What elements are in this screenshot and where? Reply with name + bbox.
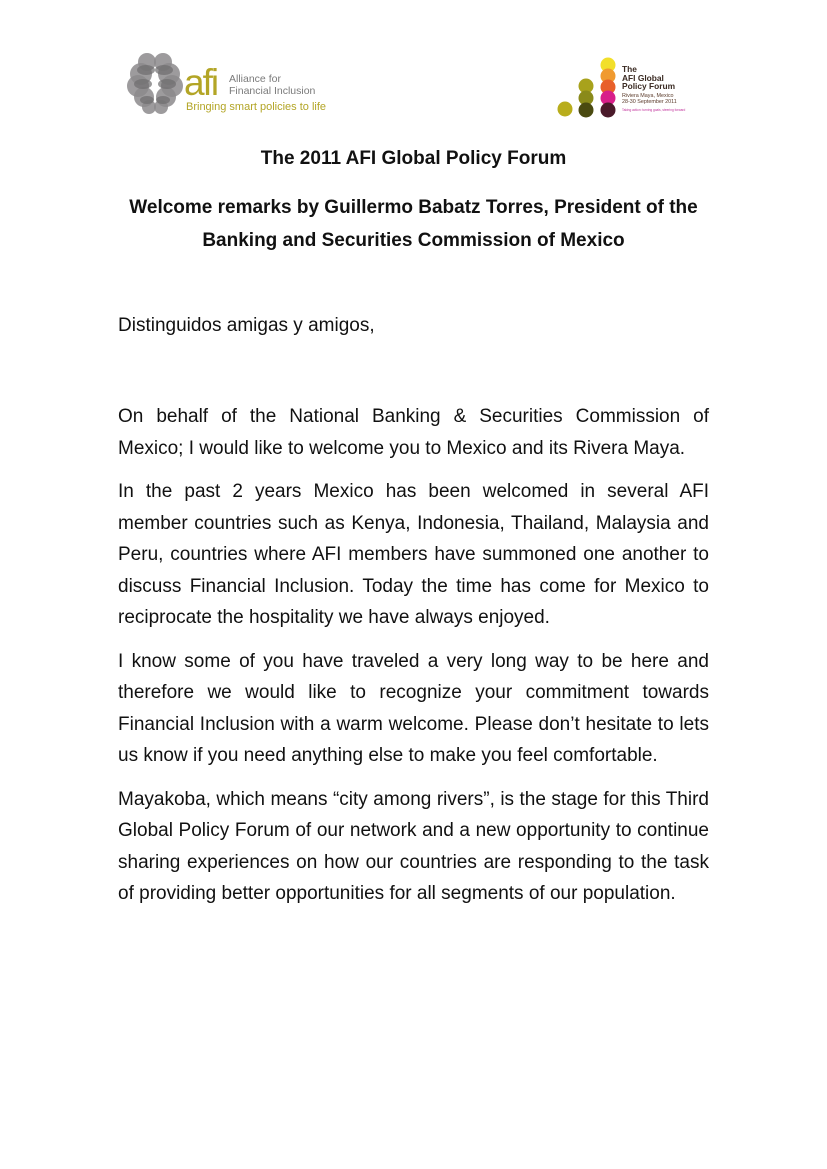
document-title: The 2011 AFI Global Policy Forum xyxy=(260,148,567,169)
forum-title-line-2: AFI Global xyxy=(622,72,664,83)
paragraph: In the past 2 years Mexico has been welcomed in several AFI member countries such as Kenya, Indonesia, Thailand, Malaysia and Peru, countries where AFI members have summoned one another to discuss Financial Inclusion. Today the time has come for Mexico to reciprocate the hospitality we have always enjoyed. xyxy=(118,481,709,628)
afi-name xyxy=(229,74,315,97)
document-subtitle: Welcome remarks by Guillermo Babatz Torres, President of the Banking and Securities Commission of Mexico xyxy=(129,197,698,251)
forum-title-line-3: Policy Forum xyxy=(622,81,676,92)
afi-wordmark: afi xyxy=(184,62,218,103)
afi-name-line-1: Alliance for xyxy=(229,73,281,85)
forum-tagline: Taking action: turning goals, steering forward xyxy=(622,107,686,112)
forum-logo xyxy=(556,56,696,120)
paragraph: Mayakoba, which means “city among rivers”, is the stage for this Third Global Policy Forum of our network and a new opportunity to continue sharing experiences on how our countries are responding to the task of providing better opportunities for all segments of our population. xyxy=(118,788,709,904)
forum-dots-icon xyxy=(556,56,620,120)
paragraph: I know some of you have traveled a very long way to be here and therefore we would like to recognize your commitment towards Financial Inclusion with a warm welcome. Please don’t hesitate to lets us know if you need anything else to make you feel comfortable. xyxy=(118,650,709,766)
afi-logo xyxy=(126,50,326,116)
afi-tagline: Bringing smart policies to life xyxy=(186,101,327,113)
forum-location xyxy=(622,93,685,105)
forum-text xyxy=(622,65,685,112)
salutation: Distinguidos amigas y amigos, xyxy=(118,315,375,336)
forum-place: Riviera Maya, Mexico xyxy=(622,92,674,99)
afi-name-line-2: Financial Inclusion xyxy=(229,84,316,97)
brain-icon xyxy=(126,50,186,116)
paragraph: On behalf of the National Banking & Securities Commission of Mexico; I would like to welcome you to Mexico and its Rivera Maya. xyxy=(118,406,709,459)
forum-dates: 28-30 September 2011 xyxy=(622,98,677,105)
forum-title-line-1: The xyxy=(622,64,637,74)
document-body xyxy=(118,401,709,922)
